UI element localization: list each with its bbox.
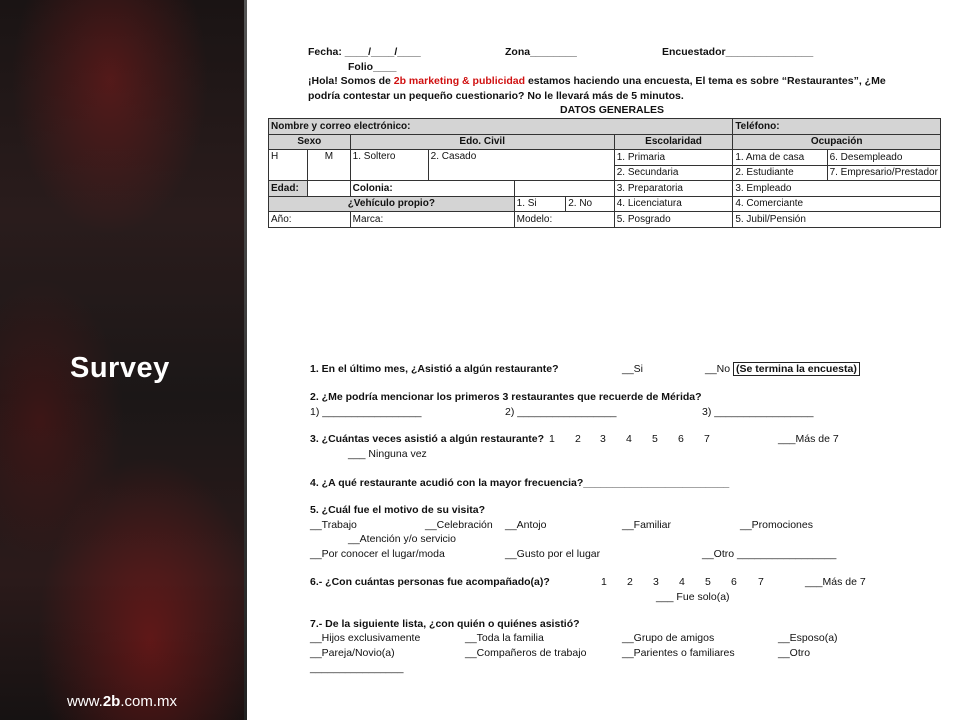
cell-si: 1. Si xyxy=(514,196,566,212)
cell-edad-value xyxy=(308,181,350,197)
question-6: 6.- ¿Con cuántas personas fue acompañado(a)? xyxy=(310,576,550,588)
cell-escolaridad: Escolaridad xyxy=(614,134,733,150)
q7-option-amigos: __Grupo de amigos xyxy=(622,632,715,644)
q5-option-promociones: __Promociones xyxy=(740,519,813,531)
q6-option-4: 4 xyxy=(679,576,685,588)
cell-ocupacion: Ocupación xyxy=(733,134,941,150)
general-data-table xyxy=(268,118,941,228)
cell-edad: Edad: xyxy=(269,181,308,197)
cell-colonia-value xyxy=(514,181,614,197)
zona-field: Zona________ xyxy=(505,46,577,58)
website-url: www.2b.com.mx xyxy=(67,693,178,710)
q5-option-gusto: __Gusto por el lugar xyxy=(505,548,601,560)
q2-answer-2: 2) _________________ xyxy=(505,406,617,418)
q7-option-parientes: __Parientes o familiares xyxy=(622,647,735,659)
q3-option-7: 7 xyxy=(704,433,710,445)
q7-option-familia: __Toda la familia xyxy=(465,632,544,644)
cell-ama-casa: 1. Ama de casa xyxy=(733,150,827,166)
q7-option-otro: __Otro xyxy=(778,647,811,659)
q6-option-3: 3 xyxy=(653,576,659,588)
cell-soltero: 1. Soltero xyxy=(350,150,428,181)
q5-option-celebracion: __Celebración xyxy=(425,519,493,531)
q3-option-more: ___Más de 7 xyxy=(778,433,839,445)
q6-option-solo: ___ Fue solo(a) xyxy=(656,591,730,603)
cell-licenciatura: 4. Licenciatura xyxy=(614,196,733,212)
q6-option-more: ___Más de 7 xyxy=(805,576,866,588)
q3-option-6: 6 xyxy=(678,433,684,445)
cell-desempleado: 6. Desempleado xyxy=(827,150,940,166)
q1-end-note: (Se termina la encuesta) xyxy=(733,362,860,376)
cell-modelo: Modelo: xyxy=(514,212,614,228)
q2-answer-1: 1) _________________ xyxy=(310,406,422,418)
q5-option-conocer: __Por conocer el lugar/moda xyxy=(310,548,445,560)
section-title: DATOS GENERALES xyxy=(560,104,665,116)
q6-option-5: 5 xyxy=(705,576,711,588)
q3-option-none: ___ Ninguna vez xyxy=(348,448,427,460)
survey-intro: ¡Hola! Somos de 2b marketing & publicidad estamos haciendo una encuesta, El tema es sobre “Restaurantes”, ¿Me xyxy=(308,75,886,87)
cell-comerciante: 4. Comerciante xyxy=(733,196,941,212)
q3-option-2: 2 xyxy=(575,433,581,445)
cell-posgrado: 5. Posgrado xyxy=(614,212,733,228)
cell-vehiculo: ¿Vehículo propio? xyxy=(269,196,515,212)
question-5: 5. ¿Cuál fue el motivo de su visita? xyxy=(310,504,486,516)
q6-option-7: 7 xyxy=(758,576,764,588)
q5-option-trabajo: __Trabajo xyxy=(310,519,357,531)
q2-answer-3: 3) _________________ xyxy=(702,406,814,418)
encuestador-field: Encuestador_______________ xyxy=(662,46,814,58)
q7-option-esposo: __Esposo(a) xyxy=(778,632,838,644)
cell-phone: Teléfono: xyxy=(733,119,941,135)
cell-secundaria: 2. Secundaria xyxy=(614,165,733,181)
slide-title: Survey xyxy=(70,352,170,384)
cell-jubilado: 5. Jubil/Pensión xyxy=(733,212,941,228)
q3-option-5: 5 xyxy=(652,433,658,445)
survey-intro-line2: podría contestar un pequeño cuestionario? No le llevará más de 5 minutos. xyxy=(308,90,684,102)
brand-name: 2b marketing & publicidad xyxy=(393,75,526,87)
q6-option-6: 6 xyxy=(731,576,737,588)
q5-option-atencion: __Atención y/o servicio xyxy=(348,533,456,545)
cell-preparatoria: 3. Preparatoria xyxy=(614,181,733,197)
folio-field: Folio____ xyxy=(348,61,397,73)
q5-option-familiar: __Familiar xyxy=(622,519,672,531)
question-7: 7.- De la siguiente lista, ¿con quién o quiénes asistió? xyxy=(310,618,580,630)
question-1: 1. En el último mes, ¿Asistió a algún restaurante? xyxy=(310,363,559,375)
question-3: 3. ¿Cuántas veces asistió a algún restaurante? xyxy=(310,433,545,445)
cell-name-email: Nombre y correo electrónico: xyxy=(269,119,733,135)
decorative-side-panel xyxy=(0,0,247,720)
q3-option-1: 1 xyxy=(549,433,555,445)
q5-option-otro: __Otro _________________ xyxy=(702,548,837,560)
cell-m: M xyxy=(308,150,350,181)
cell-colonia: Colonia: xyxy=(350,181,514,197)
cell-edo-civil: Edo. Civil xyxy=(350,134,614,150)
q5-option-antojo: __Antojo xyxy=(505,519,547,531)
cell-empleado: 3. Empleado xyxy=(733,181,941,197)
question-2: 2. ¿Me podría mencionar los primeros 3 restaurantes que recuerde de Mérida? xyxy=(310,391,702,403)
cell-no: 2. No xyxy=(566,196,615,212)
fecha-field: Fecha: ____/____/____ xyxy=(308,46,421,58)
cell-estudiante: 2. Estudiante xyxy=(733,165,827,181)
q6-option-2: 2 xyxy=(627,576,633,588)
q7-option-hijos: __Hijos exclusivamente xyxy=(310,632,421,644)
q1-option-no: __No (Se termina la encuesta) xyxy=(705,363,860,375)
q3-option-3: 3 xyxy=(600,433,606,445)
cell-sexo: Sexo xyxy=(269,134,351,150)
question-4: 4. ¿A qué restaurante acudió con la mayor frecuencia?_________________________ xyxy=(310,477,730,489)
q6-option-1: 1 xyxy=(601,576,607,588)
cell-h: H xyxy=(269,150,308,181)
q7-option-companeros: __Compañeros de trabajo xyxy=(465,647,587,659)
q7-otro-line: ________________ xyxy=(310,662,404,674)
cell-casado: 2. Casado xyxy=(428,150,614,181)
cell-ano: Año: xyxy=(269,212,351,228)
q7-option-pareja: __Pareja/Novio(a) xyxy=(310,647,395,659)
cell-marca: Marca: xyxy=(350,212,514,228)
cell-empresario: 7. Empresario/Prestador xyxy=(827,165,940,181)
q3-option-4: 4 xyxy=(626,433,632,445)
cell-primaria: 1. Primaria xyxy=(614,150,733,166)
q1-option-si: __Si xyxy=(622,363,644,375)
